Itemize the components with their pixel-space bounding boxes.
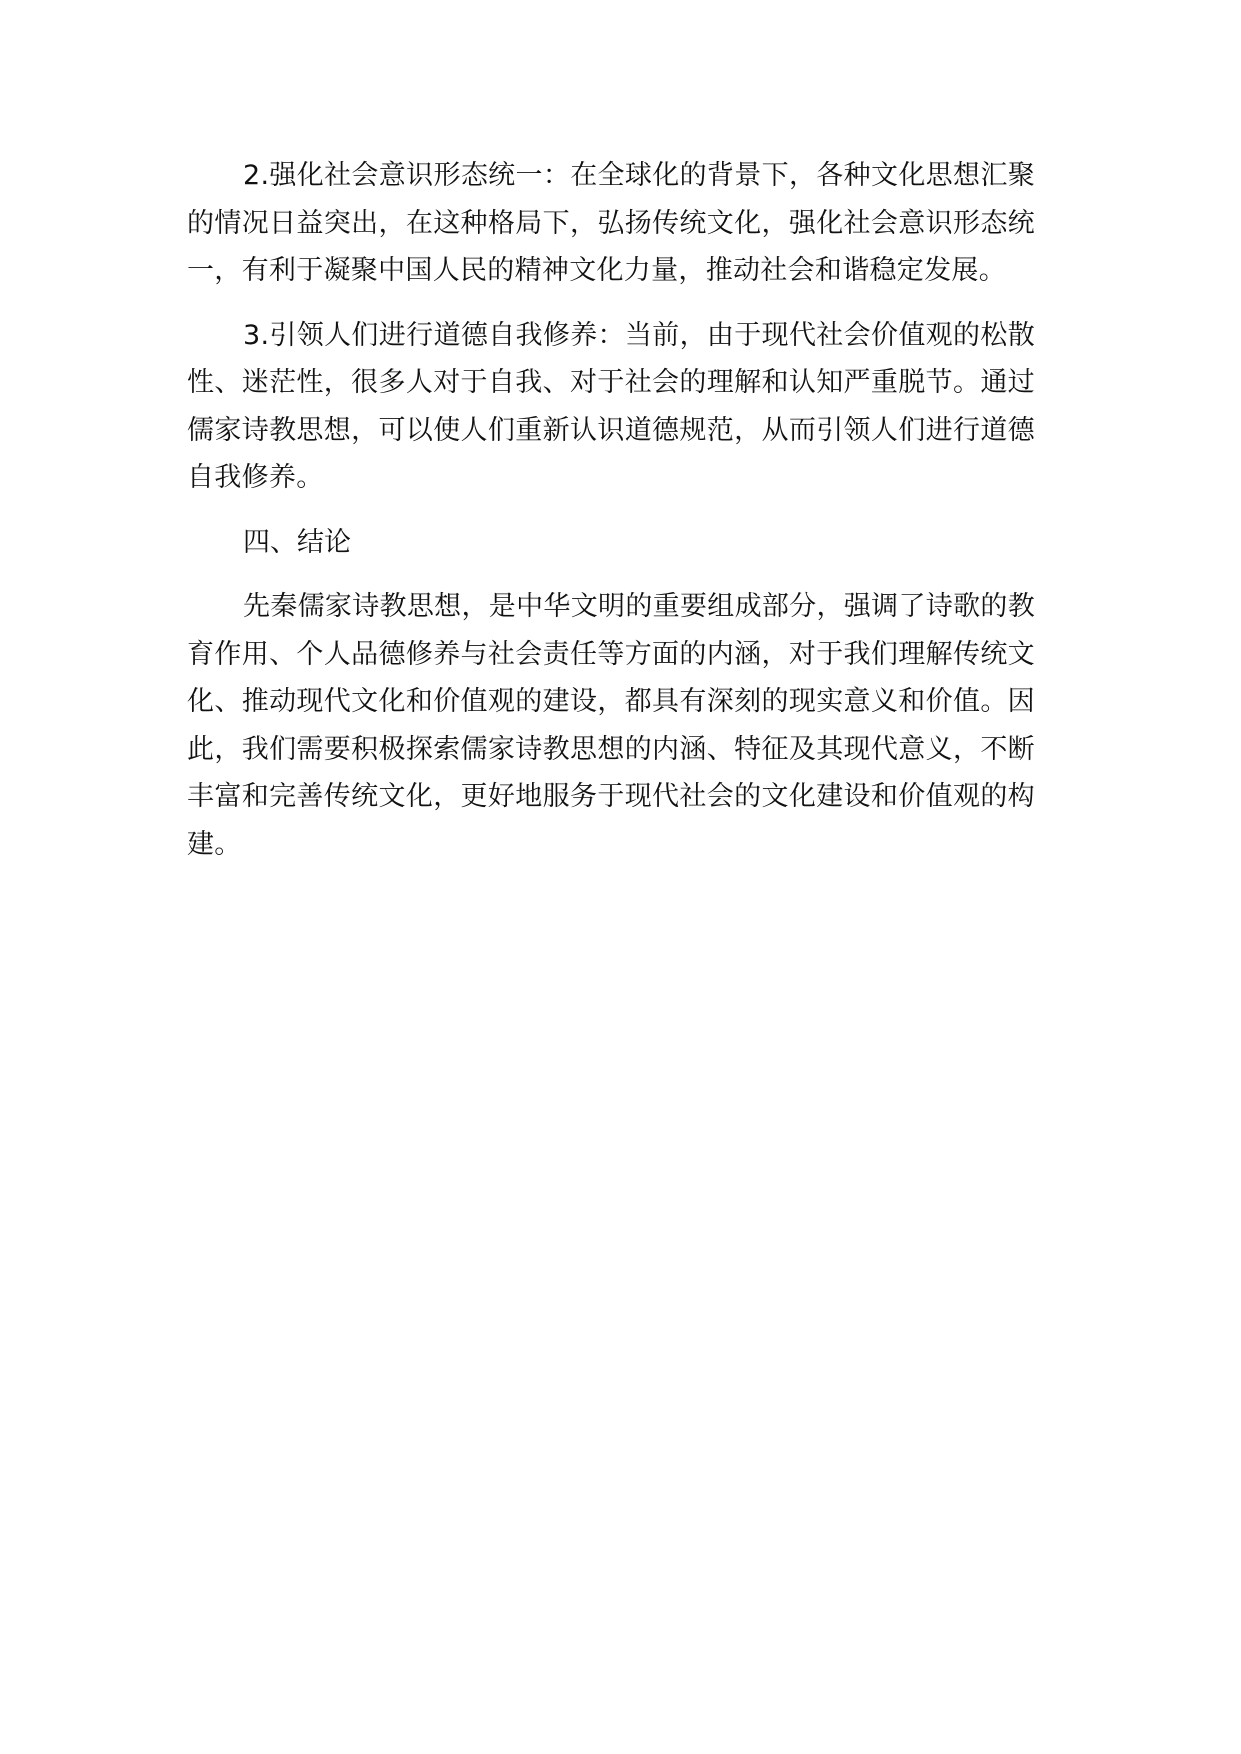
paragraph-moral-self-cultivation: 3.引领人们进行道德自我修养：当前，由于现代社会价值观的松散性、迷茫性，很多人对于自我、对于社会的理解和认知严重脱节。通过儒家诗教思想，可以使人们重新认识道德规范，从而引领人们进行道德自我修养。 <box>187 319 1035 493</box>
section-heading-conclusion: 四、结论 <box>243 526 351 558</box>
paragraph-ideology-unity: 2.强化社会意识形态统一：在全球化的背景下，各种文化思想汇聚的情况日益突出，在这种格局下，弘扬传统文化，强化社会意识形态统一，有利于凝聚中国人民的精神文化力量，推动社会和谐稳定发展。 <box>187 160 1035 286</box>
paragraph-conclusion: 先秦儒家诗教思想，是中华文明的重要组成部分，强调了诗歌的教育作用、个人品德修养与社会责任等方面的内涵，对于我们理解传统文化、推动现代文化和价值观的建设，都具有深刻的现实意义和价值。因此，我们需要积极探索儒家诗教思想的内涵、特征及其现代意义，不断丰富和完善传统文化，更好地服务于现代社会的文化建设和价值观的构建。 <box>187 591 1035 860</box>
document-body <box>187 152 1035 885</box>
